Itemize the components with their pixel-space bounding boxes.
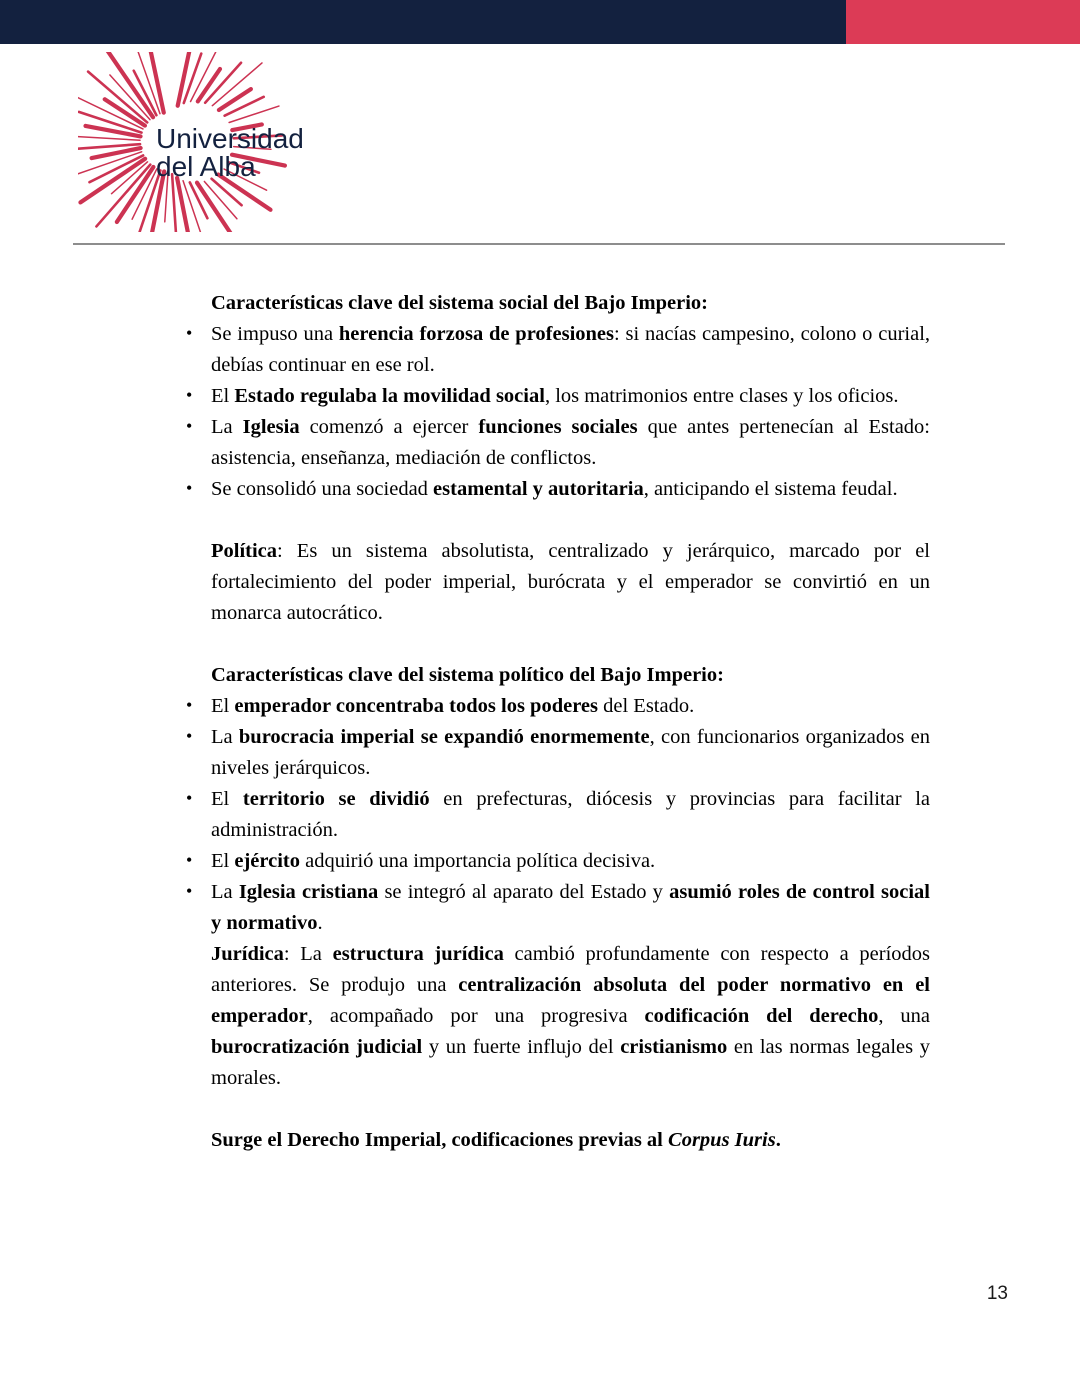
document-body (0, 288, 1080, 1156)
social-section-heading: Características clave del sistema social del Bajo Imperio: (211, 292, 709, 314)
bullet-list-item: • Se consolidó una sociedad estamental y autoritaria, anticipando el sistema feudal. (186, 474, 930, 505)
closing-paragraph: Surge el Derecho Imperial, codificaciones previas al Corpus Iuris. (211, 1129, 781, 1151)
logo-wordmark (156, 123, 304, 182)
header-bar-crimson (846, 0, 1080, 44)
logo-wordmark-line2: del Alba (156, 151, 256, 182)
politico-section-heading: Características clave del sistema político del Bajo Imperio: (211, 664, 724, 686)
bullet-list-item: • El Estado regulaba la movilidad social, los matrimonios entre clases y los oficios. (186, 381, 930, 412)
bullet-list-item: • La Iglesia comenzó a ejercer funciones sociales que antes pertenecían al Estado: asistencia, enseñanza, mediación de conflictos. (186, 412, 930, 474)
paragraph-spacer (186, 629, 930, 660)
social-bullet-list (186, 319, 930, 505)
content-column (186, 288, 930, 1156)
politico-bullet-list (186, 691, 930, 939)
juridica-paragraph: Jurídica: La estructura jurídica cambió profundamente con respecto a períodos anteriores. Se produjo una centralización absoluta del poder normativo en el emperador, acompañado por una progresiva codificación del derecho, una burocratización judicial y un fuerte influjo del cristianismo en las normas legales y morales. (211, 943, 930, 1089)
bullet-list-item: • El territorio se dividió en prefecturas, diócesis y provincias para facilitar la administración. (186, 784, 930, 846)
logo-wordmark-line1: Universidad (156, 123, 304, 154)
bullet-list-item: • Se impuso una herencia forzosa de profesiones: si nacías campesino, colono o curial, debías continuar en ese rol. (186, 319, 930, 381)
page-number: 13 (986, 1283, 1008, 1304)
paragraph-spacer (186, 1094, 930, 1125)
university-logo-svg (78, 52, 328, 232)
politica-paragraph: Política: Es un sistema absolutista, centralizado y jerárquico, marcado por el fortalecimiento del poder imperial, burócrata y el emperador se convirtió en un monarca autocrático. (211, 540, 930, 624)
university-logo (78, 52, 328, 232)
header-bar-navy (0, 0, 846, 44)
bullet-list-item: • El emperador concentraba todos los poderes del Estado. (186, 691, 930, 722)
paragraph-spacer (186, 505, 930, 536)
bullet-list-item: • La Iglesia cristiana se integró al aparato del Estado y asumió roles de control social y normativo. (186, 877, 930, 939)
bullet-list-item: • La burocracia imperial se expandió enormemente, con funcionarios organizados en niveles jerárquicos. (186, 722, 930, 784)
header-color-bars (0, 0, 1080, 44)
header-divider-rule (73, 243, 1005, 245)
bullet-list-item: • El ejército adquirió una importancia política decisiva. (186, 846, 930, 877)
